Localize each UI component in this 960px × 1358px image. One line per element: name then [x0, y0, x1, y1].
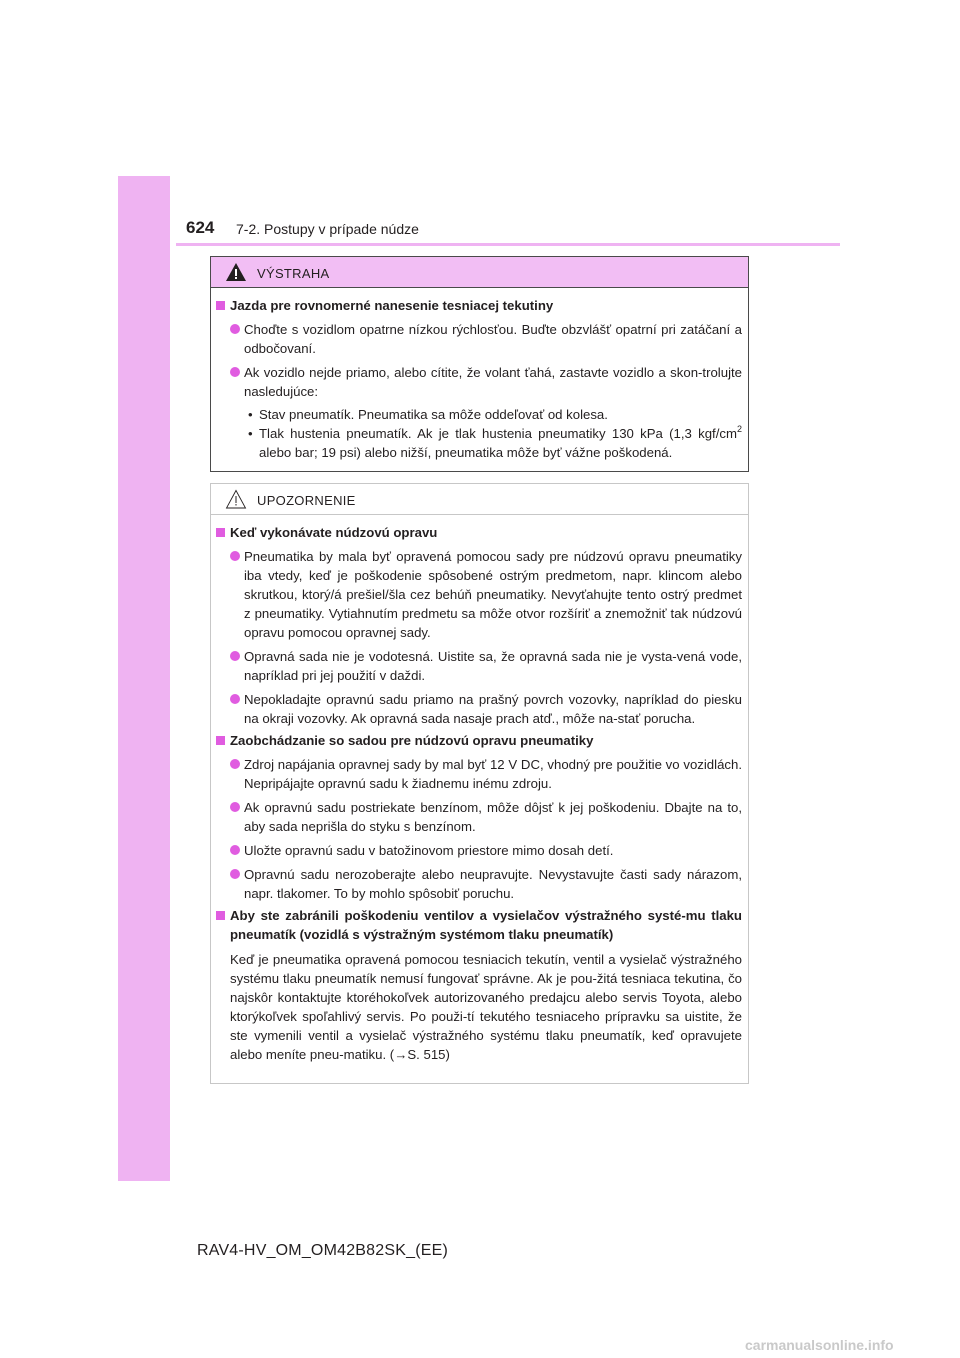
caution-title: UPOZORNENIE [257, 493, 356, 508]
bullet-icon [230, 551, 240, 561]
chapter-side-band [118, 176, 170, 1181]
bullet-icon [230, 802, 240, 812]
document-code: RAV4-HV_OM_OM42B82SK_(EE) [197, 1242, 449, 1259]
warning-title: VÝSTRAHA [257, 266, 330, 281]
list-item: Opravná sada nie je vodotesná. Uistite sa, že opravná sada nie je vysta-vená vode, napríklad pri jej použití v daždi. [215, 647, 742, 685]
page-number: 624 [186, 218, 215, 237]
warning-box [210, 256, 749, 472]
bullet-icon [230, 845, 240, 855]
sub-list-item: • Tlak hustenia pneumatík. Ak je tlak hustenia pneumatiky 130 kPa (1,3 kgf/$cm^2$ alebo bar; 19 psi) alebo nižší, pneumatika môže byť vážne poškodená. [248, 424, 742, 460]
warning-heading: Jazda pre rovnomerné nanesenie tesniacej tekutiny [215, 296, 742, 315]
list-item: Choďte s vozidlom opatrne nízkou rýchlosťou. Buďte obzvlášť opatrní pri zatáčaní a odbočovaní. [215, 320, 742, 358]
list-item: Ak vozidlo nejde priamo, alebo cítite, že volant ťahá, zastavte vozidlo a skon-trolujte nasledujúce: [215, 363, 742, 401]
section-title: 7-2. Postupy v prípade núdze [236, 221, 419, 237]
header-rule [176, 243, 840, 246]
bullet-icon [230, 367, 240, 377]
sub-list-item: • Stav pneumatík. Pneumatika sa môže oddeľovať od kolesa. [248, 407, 608, 422]
warning-icon [225, 262, 247, 287]
caution-heading-1: Keď vykonávate núdzovú opravu [215, 523, 742, 542]
list-item: Pneumatika by mala byť opravená pomocou sady pre núdzovú opravu pneumatiky iba vtedy, keď je poškodenie spôsobené ostrým predmetom, napr. klincom alebo skrutkou, ktorý/á prešiel/šla cez behúň pneumatiky. Nevyťahujte tento ostrý predmet z pneumatiky. Vytiahnutím predmetu sa môže otvor rozšíriť a znemožniť tak núdzovú opravu pomocou opravnej sady. [215, 547, 742, 642]
list-item: Opravnú sadu nerozoberajte alebo neupravujte. Nevystavujte časti sady nárazom, napr. tlakomer. To by mohlo spôsobiť poruchu. [215, 865, 742, 903]
caution-heading-3: Aby ste zabránili poškodeniu ventilov a vysielačov výstražného systé-mu tlaku pneumatík (vozidlá s výstražným systémom tlaku pneumatík) [215, 906, 742, 944]
bullet-icon [230, 324, 240, 334]
bullet-icon [230, 651, 240, 661]
caution-paragraph: Keď je pneumatika opravená pomocou tesniacich tekutín, ventil a vysielač výstražného systému tlaku pneumatík nemusí fungovať správne. Ak je pou-žitá tesniaca tekutina, čo najskôr kontaktujte ktoréhokoľvek autorizovaného predajcu alebo servis Toyota, alebo ktorýkoľvek spoľahlivý servis. Po použi-tí tekutého tesniaceho prípravku sa uistite, že ste vymenili ventil a vysielač výstražného systému tlaku pneumatík, keď opravujete alebo meníte pneu-matiku. (→S. 515) [230, 952, 742, 1062]
caution-icon [225, 489, 247, 514]
watermark: carmanualsonline.info [745, 1337, 894, 1353]
list-item: Uložte opravnú sadu v batožinovom priestore mimo dosah detí. [215, 841, 742, 860]
bullet-icon [230, 694, 240, 704]
caution-heading-2: Zaobchádzanie so sadou pre núdzovú opravu pneumatiky [215, 731, 742, 750]
bullet-icon [230, 759, 240, 769]
bullet-icon [230, 869, 240, 879]
list-item: Ak opravnú sadu postriekate benzínom, môže dôjsť k jej poškodeniu. Dbajte na to, aby sada neprišla do styku s benzínom. [215, 798, 742, 836]
caution-header [211, 484, 748, 515]
list-item: Zdroj napájania opravnej sady by mal byť 12 V DC, vhodný pre použitie vo vozidlách. Nepripájajte opravnú sadu k žiadnemu inému zdroju. [215, 755, 742, 793]
warning-header [211, 257, 748, 288]
caution-box [210, 483, 749, 1084]
list-item: Nepokladajte opravnú sadu priamo na prašný povrch vozovky, napríklad do piesku na okraji vozovky. Ak opravná sada nasaje prach atď., môže na-stať porucha. [215, 690, 742, 728]
